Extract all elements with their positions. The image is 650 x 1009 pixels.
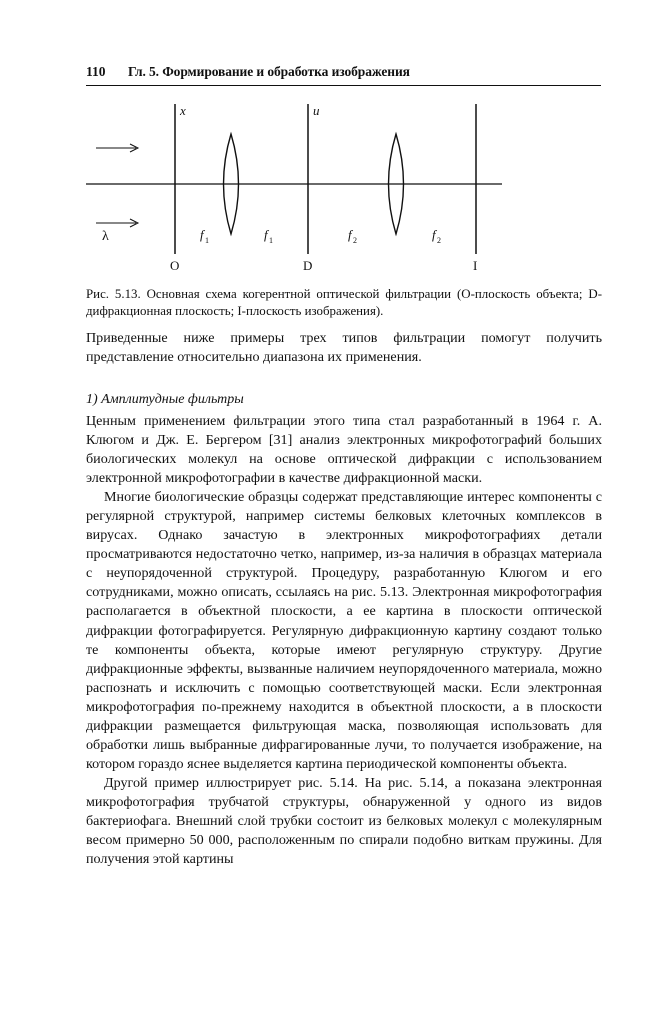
label-f1-b: f xyxy=(264,227,268,242)
label-f2-a: f xyxy=(348,227,352,242)
label-f2-b-sub: 2 xyxy=(437,236,441,245)
label-f1-b-sub: 1 xyxy=(269,236,273,245)
label-image-plane: I xyxy=(473,258,478,273)
intro-paragraph: Приведенные ниже примеры трех типов фильтрации помогут получить представление относительно диапазона их применения. xyxy=(86,330,602,366)
label-lambda: λ xyxy=(102,229,109,244)
label-object-plane: O xyxy=(170,258,180,273)
label-f1-a-sub: 1 xyxy=(205,236,209,245)
running-header xyxy=(86,61,601,86)
page-number: 110 xyxy=(86,64,106,79)
label-u: u xyxy=(313,103,320,118)
label-diffraction-plane: D xyxy=(303,258,313,273)
label-f2-b: f xyxy=(432,227,436,242)
body-text xyxy=(86,412,602,869)
label-f1-a: f xyxy=(200,227,204,242)
figure-caption: Рис. 5.13. Основная схема когерентной оптической фильтрации (O-плоскость объекта; D-дифракционная плоскость; I-плоскость изображения). xyxy=(86,287,602,318)
label-x: x xyxy=(180,103,186,118)
running-title: Гл. 5. Формирование и обработка изображения xyxy=(128,64,410,79)
paragraph-3: Другой пример иллюстрирует рис. 5.14. На рис. 5.14, а показана электронная микрофотография трубчатой структуры, обнаруженной у одного из видов бактериофага. Внешний слой трубки состоит из белковых молекул с молекулярным весом примерно 50 000, расположенным по спирали подобно виткам пружины. Для получения этой картины xyxy=(86,774,602,868)
section-title: 1) Амплитудные фильтры xyxy=(86,392,244,407)
paragraph-2: Многие биологические образцы содержат представляющие интерес компоненты с регулярной структурой, например системы белковых клеточных комплексов в вирусах. Однако зачастую в электронных микрофотографиях детали просматриваются недостаточно четко, например, из-за наличия в образцах материала с неупорядоченной структурой. Процедуру, разработанную Клюгом и его сотрудниками, можно описать, ссылаясь на рис. 5.13. Электронная микрофотография располагается в объектной плоскости, а ее картина в плоскости оптической дифракции фотографируется. Регулярную дифракционную картину создают только те компоненты объекта, которые имеют регулярную структуру. Другие дифракционные эффекты, вызванные наличием неупорядоченного материала, можно распознать и исключить с помощью соответствующей маски. Если электронная микрофотография по-прежнему находится в объектной плоскости, а в плоскости дифракции размещается фильтрующая маска, позволяющая использовать для обработки лишь выбранные дифрагированные лучи, то получается изображение, на котором гораздо яснее выделяется картина периодической компоненты объекта. xyxy=(86,489,602,772)
optical-filtering-diagram xyxy=(84,98,502,278)
paragraph-1: Ценным применением фильтрации этого типа стал разработанный в 1964 г. А. Клюгом и Дж. Е. Бергером [31] анализ электронных микрофотографий больших биологических молекул на основе оптической дифракции с использованием электронной микрофотографии в качестве дифракционной маски. xyxy=(86,413,602,487)
label-f2-a-sub: 2 xyxy=(353,236,357,245)
